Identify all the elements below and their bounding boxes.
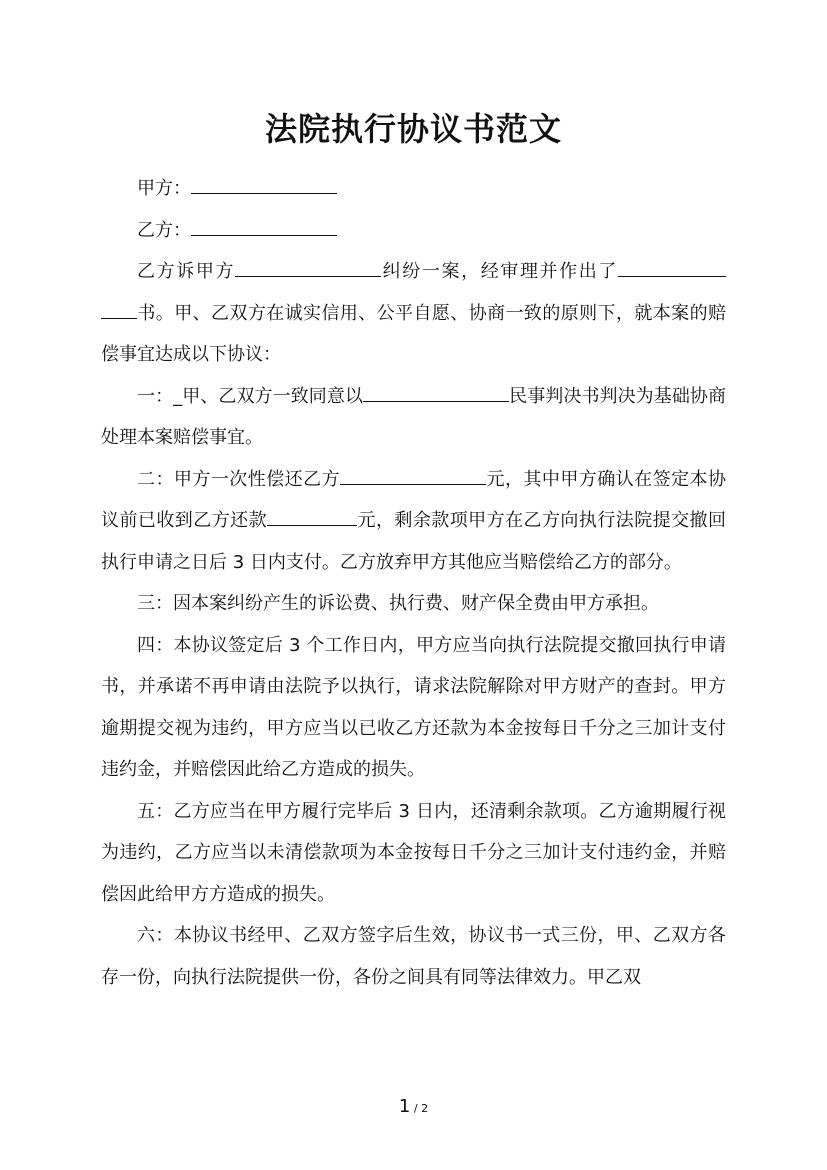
clause-1-text-2: 民事判决书判决为基础协商处理本案赔偿事宜。 bbox=[101, 385, 727, 448]
clause-1-text-1: 一：_甲、乙双方一致同意以 bbox=[137, 385, 364, 407]
verdict-blank bbox=[363, 383, 509, 402]
party-a-line bbox=[101, 168, 726, 210]
clause-2 bbox=[101, 459, 726, 584]
party-b-blank bbox=[191, 217, 337, 236]
page-total: / 2 bbox=[410, 1102, 429, 1115]
party-a-blank bbox=[191, 175, 337, 194]
clause-2-text-2: 元，其中甲方确认在签定本协议前已收到乙方还款 bbox=[101, 468, 727, 531]
party-b-line bbox=[101, 210, 726, 252]
document-body bbox=[101, 168, 726, 998]
received-amount-blank bbox=[267, 507, 357, 526]
page-number bbox=[0, 1096, 827, 1117]
clause-6: 六：本协议书经甲、乙双方签字后生效，协议书一式三份，甲、乙双方各存一份，向执行法院提供一份，各份之间具有同等法律效力。甲乙双 bbox=[101, 925, 726, 988]
total-amount-blank bbox=[340, 466, 486, 485]
judgment-blank-1 bbox=[618, 258, 726, 277]
intro-text-2: 纠纷一案，经审理并作出了 bbox=[381, 261, 619, 282]
party-b-label: 乙方： bbox=[137, 219, 191, 241]
dispute-blank bbox=[235, 258, 381, 277]
judgment-blank-2 bbox=[101, 300, 137, 319]
clause-1 bbox=[101, 376, 726, 459]
clause-2-text-3: 元，剩余款项甲方在乙方向执行法院提交撤回执行申请之日后 3 日内支付。乙方放弃甲方其他应当赔偿给乙方的部分。 bbox=[101, 510, 727, 573]
intro-text-1: 乙方诉甲方 bbox=[137, 261, 236, 282]
clause-2-text-1: 二：甲方一次性偿还乙方 bbox=[137, 468, 341, 490]
page-current: 1 bbox=[398, 1096, 411, 1117]
intro-text-3: 书。甲、乙双方在诚实信用、公平自愿、协商一致的原则下，就本案的赔偿事宜达成以下协议： bbox=[101, 302, 726, 365]
document-title: 法院执行协议书范文 bbox=[264, 110, 562, 148]
intro-paragraph bbox=[101, 251, 726, 376]
party-a-label: 甲方： bbox=[137, 178, 191, 199]
clause-3: 三：因本案纠纷产生的诉讼费、执行费、财产保全费由甲方承担。 bbox=[137, 593, 659, 614]
clause-5: 五：乙方应当在甲方履行完毕后 3 日内，还清剩余款项。乙方逾期履行视为违约，乙方应当以未清偿款项为本金按每日千分之三加计支付违约金，并赔偿因此给甲方方造成的损失。 bbox=[101, 800, 726, 905]
clause-4: 四：本协议签定后 3 个工作日内，甲方应当向执行法院提交撤回执行申请书，并承诺不再申请由法院予以执行，请求法院解除对甲方财产的查封。甲方逾期提交视为违约，甲方应当以已收乙方还款为本金按每日千分之三加计支付违约金，并赔偿因此给乙方造成的损失。 bbox=[101, 634, 726, 780]
